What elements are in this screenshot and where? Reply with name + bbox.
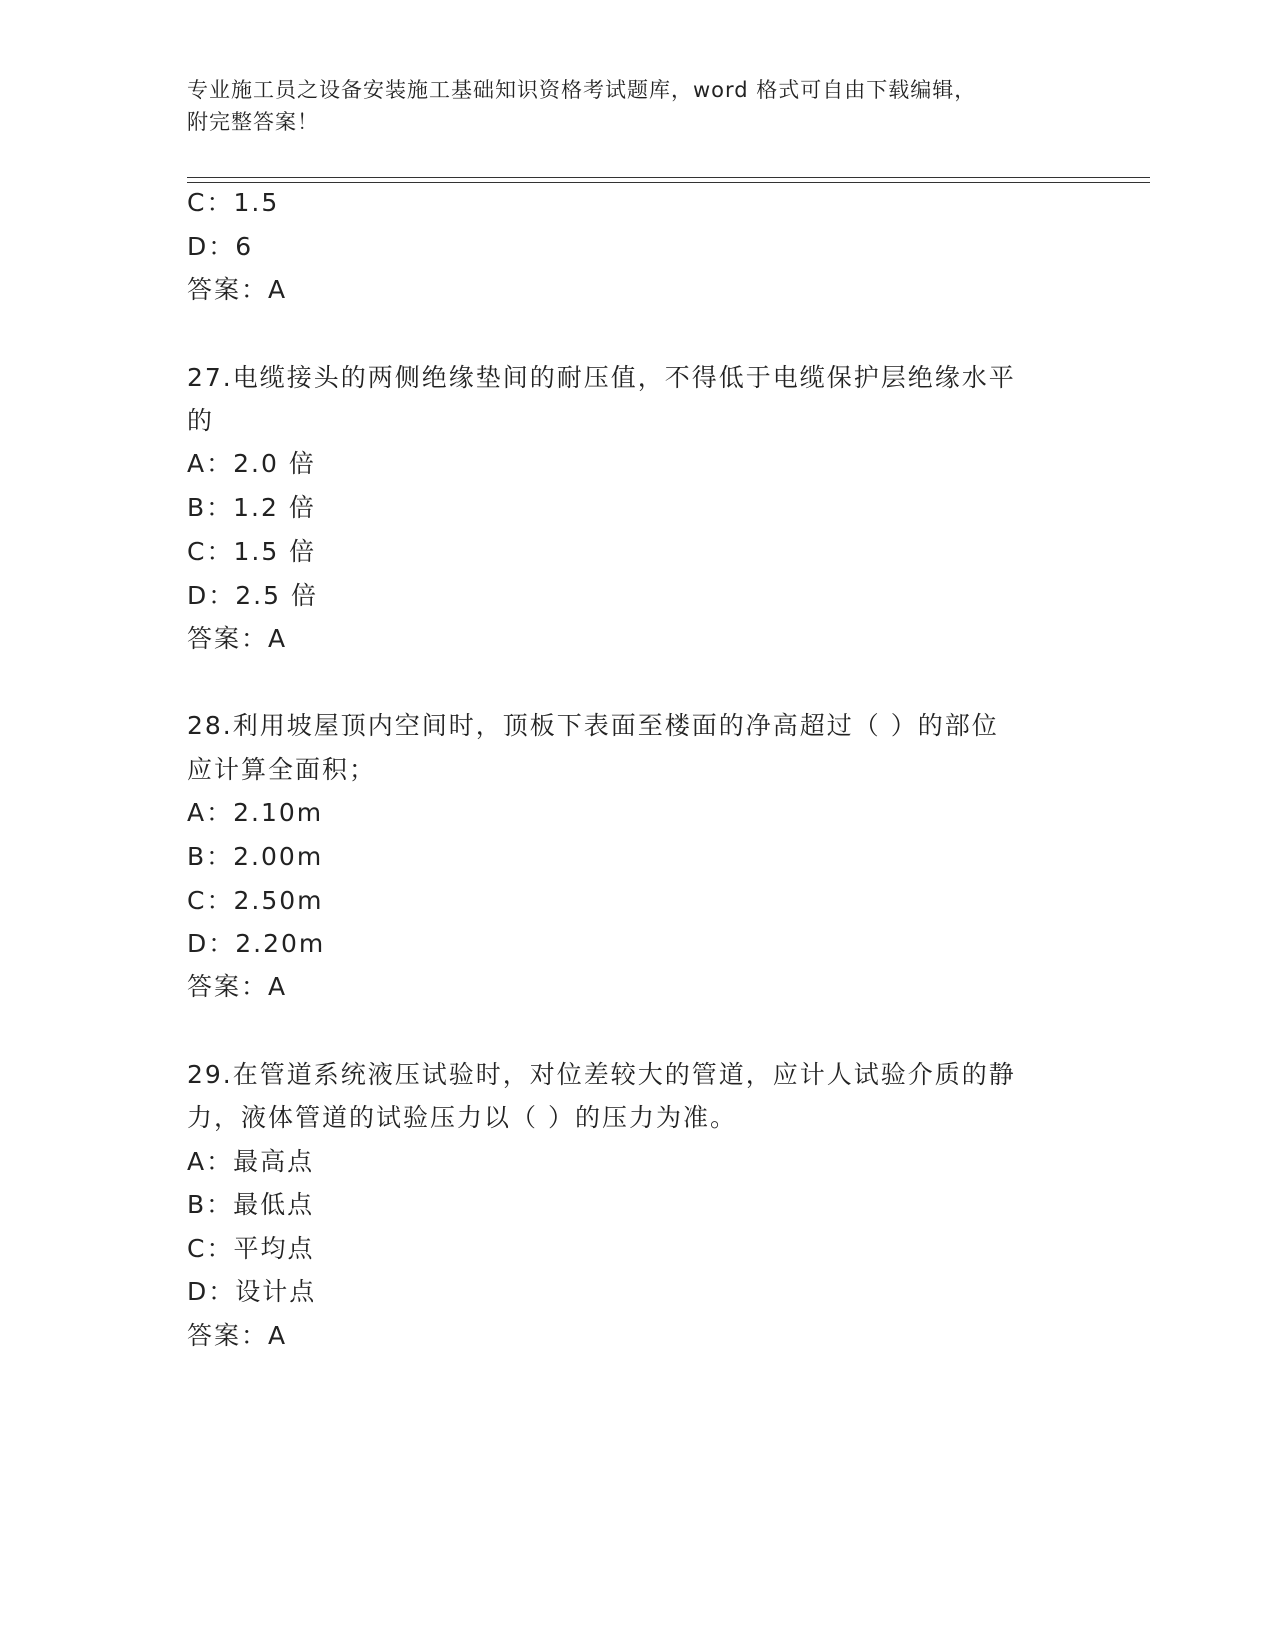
option-c xyxy=(187,186,279,220)
option-d xyxy=(187,1275,316,1309)
option-text: 1.2 倍 xyxy=(233,493,316,522)
answer-line: 答案：A xyxy=(187,275,288,304)
answer-line: 答案：A xyxy=(187,1321,288,1350)
option-label: B： xyxy=(187,842,234,871)
option-a xyxy=(187,796,323,830)
answer-line: 答案：A xyxy=(187,624,288,653)
option-c xyxy=(187,1232,314,1266)
option-text: 2.00m xyxy=(233,842,324,871)
option-c xyxy=(187,884,324,918)
option-text: 2.50m xyxy=(233,886,324,915)
option-label: D： xyxy=(187,232,236,261)
option-d xyxy=(187,230,253,264)
option-label: C： xyxy=(187,886,234,915)
header-divider-bottom xyxy=(187,182,1150,183)
option-text: 最高点 xyxy=(233,1147,315,1176)
option-text: 平均点 xyxy=(233,1234,315,1263)
option-label: A： xyxy=(187,798,234,827)
option-a xyxy=(187,1145,314,1179)
option-b xyxy=(187,840,323,874)
option-label: C： xyxy=(187,188,234,217)
option-label: B： xyxy=(187,1190,234,1219)
option-label: A： xyxy=(187,449,234,478)
question-27-line-2: 的 xyxy=(187,406,215,435)
option-b xyxy=(187,1188,314,1222)
option-label: B： xyxy=(187,493,234,522)
option-d xyxy=(187,579,318,613)
option-label: C： xyxy=(187,1234,234,1263)
option-b xyxy=(187,491,316,525)
option-text: 6 xyxy=(235,232,254,261)
option-text: 2.10m xyxy=(233,798,324,827)
document-header xyxy=(187,74,1067,138)
option-text: 2.5 倍 xyxy=(235,581,318,610)
question-28-line-2: 应计算全面积； xyxy=(187,755,377,784)
question-27-line-1: 27.电缆接头的两侧绝缘垫间的耐压值，不得低于电缆保护层绝缘水平 xyxy=(187,363,1016,392)
option-text: 2.0 倍 xyxy=(233,449,316,478)
header-divider-top xyxy=(187,177,1150,178)
answer-line: 答案：A xyxy=(187,972,288,1001)
option-label: D： xyxy=(187,929,236,958)
option-text: 1.5 倍 xyxy=(233,537,317,566)
option-label: A： xyxy=(187,1147,234,1176)
option-text: 最低点 xyxy=(233,1190,315,1219)
option-a xyxy=(187,447,316,481)
question-28-line-1: 28.利用坡屋顶内空间时，顶板下表面至楼面的净高超过（ ）的部位 xyxy=(187,711,999,740)
header-line-2: 附完整答案！ xyxy=(187,110,319,134)
option-label: D： xyxy=(187,1277,236,1306)
option-text: 2.20m xyxy=(235,929,326,958)
question-29-line-1: 29.在管道系统液压试验时，对位差较大的管道，应计人试验介质的静 xyxy=(187,1060,1016,1089)
question-29-line-2: 力，液体管道的试验压力以（ ）的压力为准。 xyxy=(187,1103,737,1132)
option-d xyxy=(187,927,325,961)
option-text: 设计点 xyxy=(235,1277,317,1306)
option-label: C： xyxy=(187,537,234,566)
option-text: 1.5 xyxy=(233,188,280,217)
option-label: D： xyxy=(187,581,236,610)
header-line-1: 专业施工员之设备安装施工基础知识资格考试题库，word 格式可自由下载编辑， xyxy=(187,78,977,102)
option-c xyxy=(187,535,316,569)
